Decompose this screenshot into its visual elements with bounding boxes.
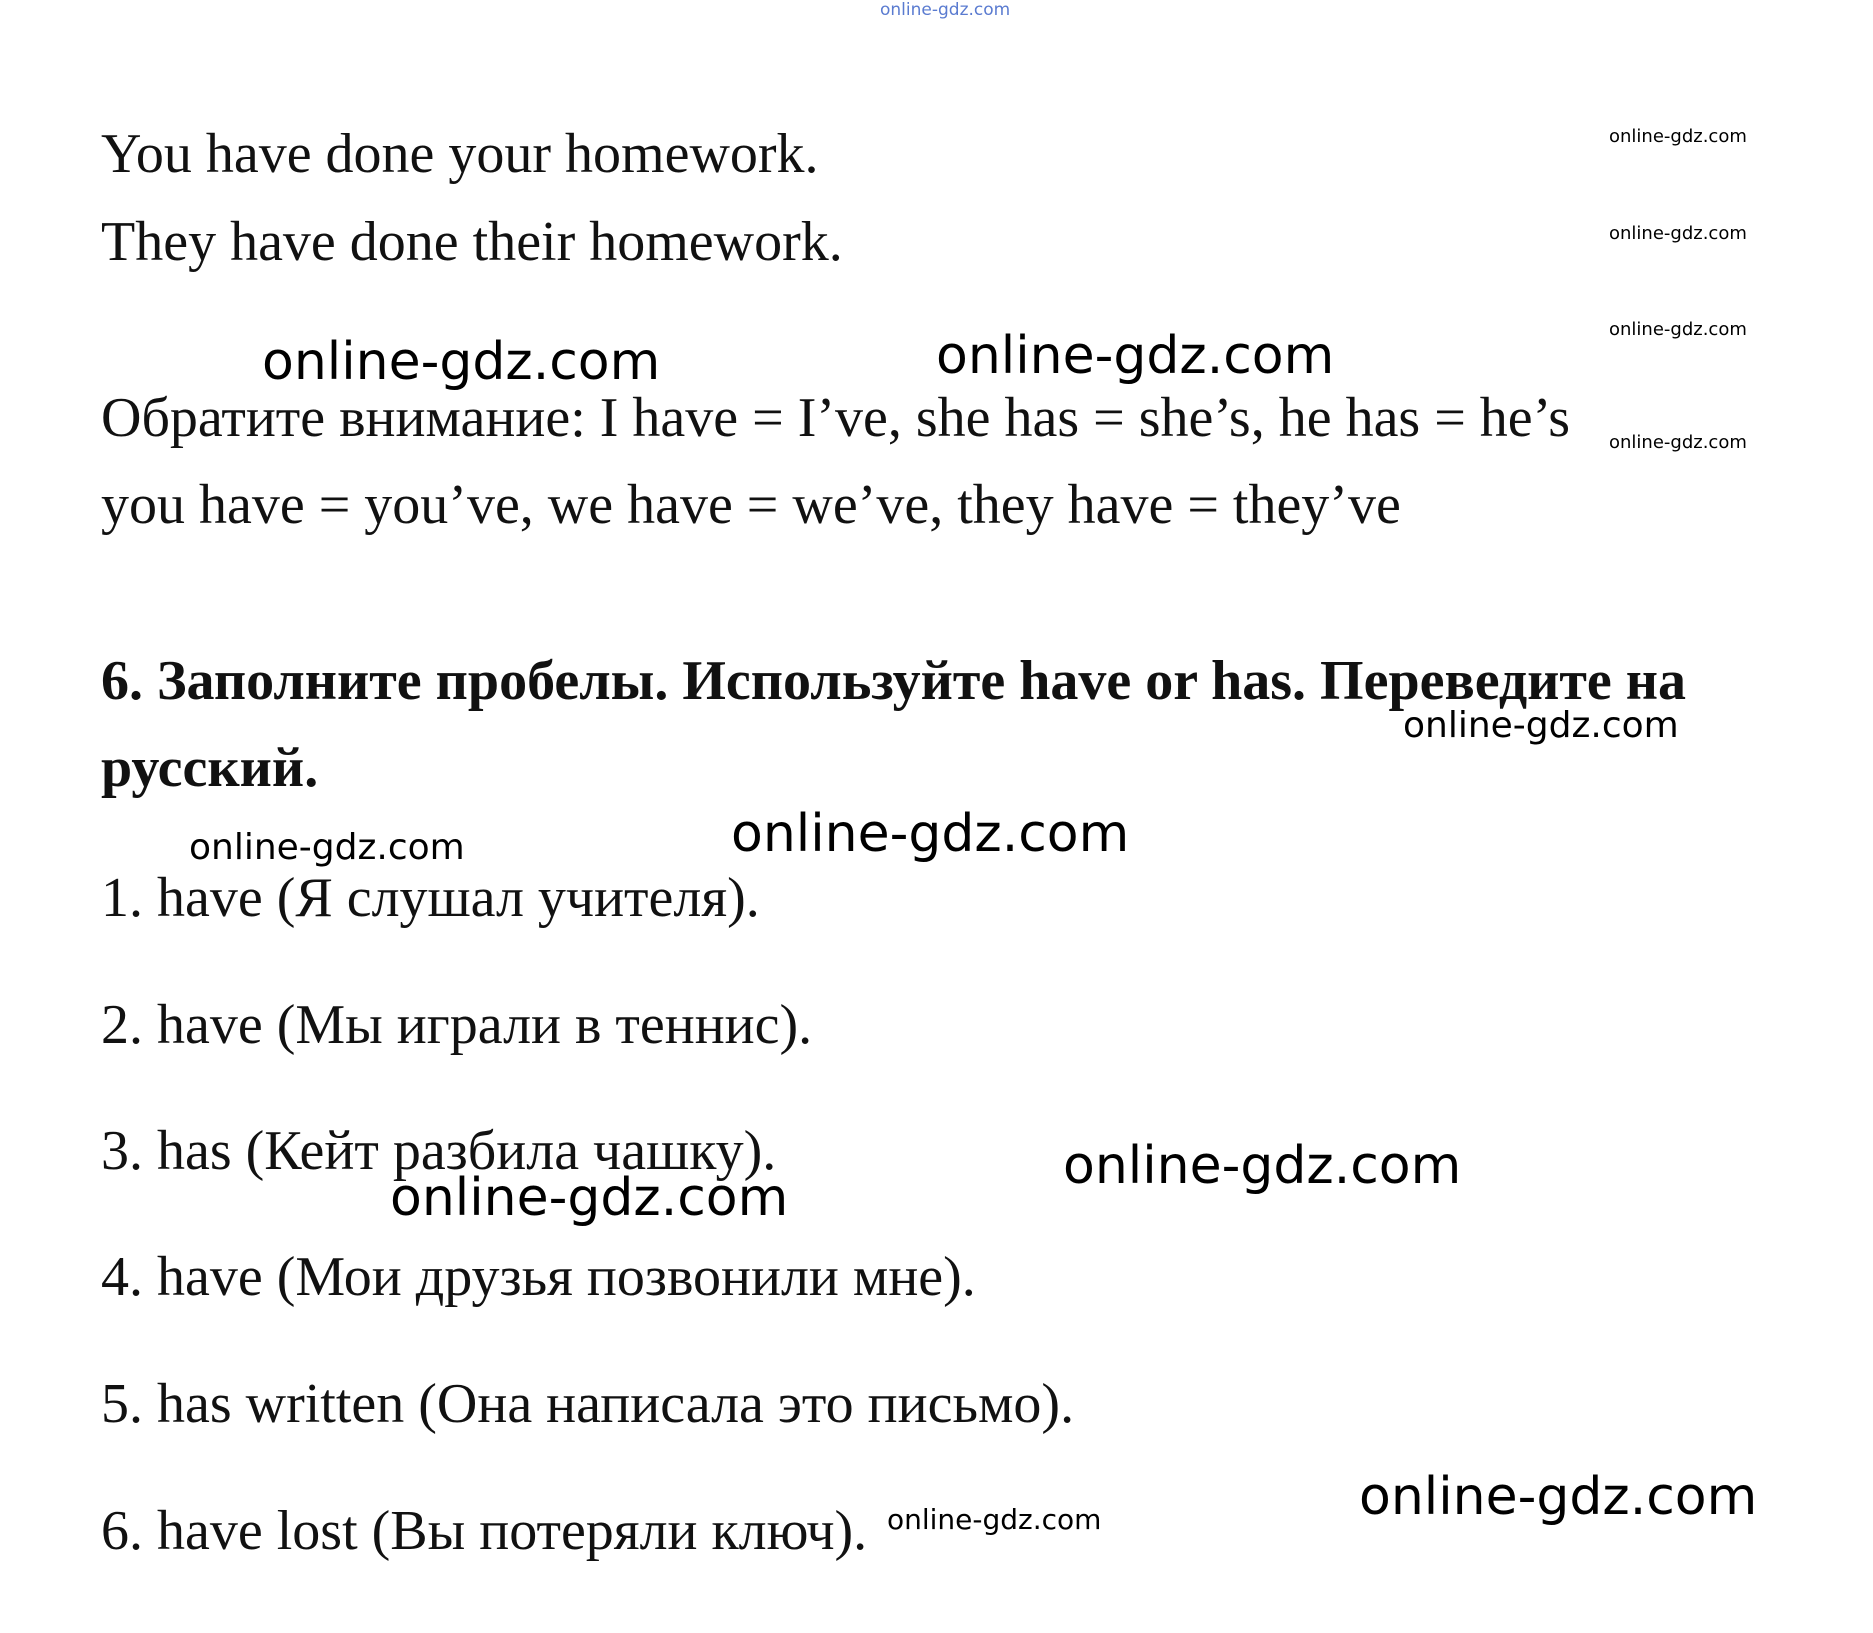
watermark-small-4: online-gdz.com bbox=[1609, 432, 1747, 453]
watermark-big-5: online-gdz.com bbox=[390, 1168, 789, 1228]
task-heading-line-1: 6. Заполните пробелы. Используйте have or has. Переведите на bbox=[101, 650, 1687, 712]
watermark-big-3: online-gdz.com bbox=[731, 804, 1130, 864]
note-line-2: you have = you’ve, we have = we’ve, they have = they’ve bbox=[101, 474, 1401, 536]
watermark-med-1: online-gdz.com bbox=[1403, 705, 1679, 746]
watermark-big-2: online-gdz.com bbox=[936, 326, 1335, 386]
answer-5: 5. has written (Она написала это письмо). bbox=[101, 1373, 1075, 1435]
note-line-1: Обратите внимание: I have = I’ve, she has = she’s, he has = he’s bbox=[101, 387, 1571, 449]
watermark-med-3: online-gdz.com bbox=[887, 1503, 1102, 1536]
watermark-big-1: online-gdz.com bbox=[262, 332, 661, 392]
watermark-small-3: online-gdz.com bbox=[1609, 319, 1747, 340]
watermark-big-4: online-gdz.com bbox=[1063, 1136, 1462, 1196]
sentence-they-have: They have done their homework. bbox=[101, 211, 843, 273]
answer-1: 1. have (Я слушал учителя). bbox=[101, 867, 760, 929]
task-heading-line-2: русский. bbox=[101, 737, 319, 799]
watermark-big-6: online-gdz.com bbox=[1359, 1467, 1758, 1527]
sentence-you-have: You have done your homework. bbox=[101, 123, 819, 185]
watermark-small-2: online-gdz.com bbox=[1609, 223, 1747, 244]
watermark-top: online-gdz.com bbox=[880, 0, 1011, 20]
answer-3: 3. has (Кейт разбила чашку). bbox=[101, 1120, 777, 1182]
answer-2: 2. have (Мы играли в теннис). bbox=[101, 994, 813, 1056]
watermark-small-1: online-gdz.com bbox=[1609, 126, 1747, 147]
answer-6: 6. have lost (Вы потеряли ключ). bbox=[101, 1500, 868, 1562]
answer-4: 4. have (Мои друзья позвонили мне). bbox=[101, 1246, 976, 1308]
watermark-med-2: online-gdz.com bbox=[189, 827, 465, 868]
